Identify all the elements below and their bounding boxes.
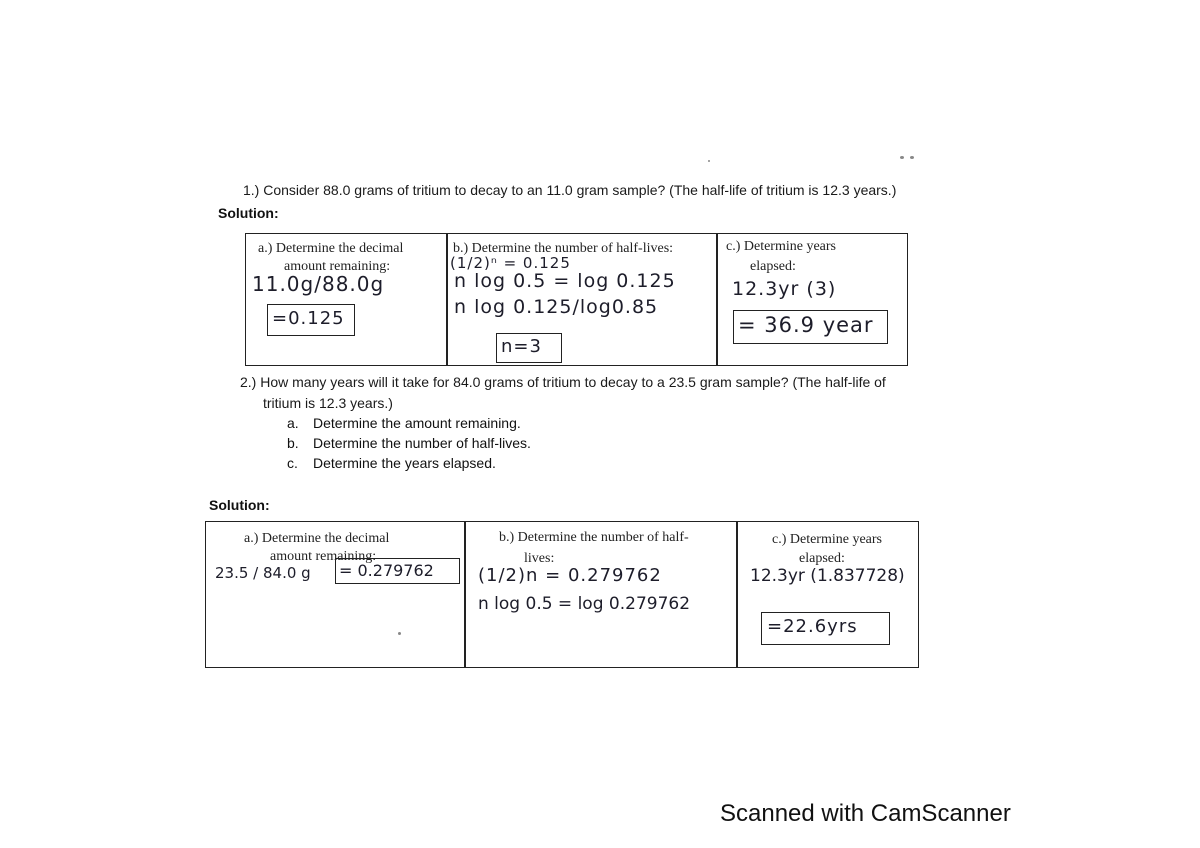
q1-table-divider: [716, 233, 718, 366]
q2-col-b-heading-2: lives:: [524, 551, 555, 566]
q2-item-letter: a.: [287, 415, 299, 431]
q2-item-letter: b.: [287, 435, 299, 451]
q2-item-b: [287, 435, 531, 451]
q2-col-b-heading: b.) Determine the number of half-: [499, 530, 689, 545]
q1-col-b-answer: n=3: [501, 336, 542, 357]
q2-table-divider: [464, 521, 466, 668]
q2-col-b-work-1: (1/2)n = 0.279762: [478, 565, 662, 586]
q1-col-c-heading-2: elapsed:: [750, 259, 796, 274]
q1-col-c-heading: c.) Determine years: [726, 239, 836, 254]
q1-col-b-work-1: (1/2)ⁿ = 0.125: [450, 254, 571, 272]
q2-item-text: Determine the amount remaining.: [313, 415, 521, 431]
question-2-text: 2.) How many years will it take for 84.0 grams of tritium to decay to a 23.5 gram sample? (The half-life of: [240, 374, 886, 390]
q1-col-a-heading: a.) Determine the decimal: [258, 241, 404, 256]
q2-col-c-heading-2: elapsed:: [799, 551, 845, 566]
q2-item-letter: c.: [287, 455, 298, 471]
q2-col-b-work-2: n log 0.5 = log 0.279762: [478, 594, 691, 614]
q1-col-a-work: 11.0g/88.0g: [252, 272, 385, 296]
scan-speck: [910, 156, 914, 159]
scan-speck: [708, 160, 710, 162]
q1-col-c-work: 12.3yr (3): [732, 278, 837, 300]
q2-table-divider: [736, 521, 738, 668]
q2-col-a-answer: = 0.279762: [339, 561, 434, 580]
q2-col-c-work: 12.3yr (1.837728): [750, 566, 905, 586]
q2-col-a-work: 23.5 / 84.0 g: [215, 564, 311, 582]
q2-col-c-answer: =22.6yrs: [767, 616, 858, 637]
question-1-text: 1.) Consider 88.0 grams of tritium to decay to an 11.0 gram sample? (The half-life of tritium is 12.3 years.): [243, 182, 897, 198]
q2-item-text: Determine the number of half-lives.: [313, 435, 531, 451]
q2-item-text: Determine the years elapsed.: [313, 455, 496, 471]
camscanner-watermark: Scanned with CamScanner: [720, 800, 1011, 827]
q2-item-c: [287, 455, 496, 471]
q2-col-a-heading-2: amount remaining:: [270, 549, 377, 564]
q1-col-b-heading: b.) Determine the number of half-lives:: [453, 241, 674, 256]
q1-col-c-answer: = 36.9 year: [738, 313, 874, 337]
question-2-text-2: tritium is 12.3 years.): [263, 395, 393, 411]
q2-item-a: [287, 415, 521, 431]
solution-label-1: Solution:: [218, 205, 279, 221]
q1-col-a-heading-2: amount remaining:: [284, 259, 391, 274]
scan-speck: [900, 156, 904, 159]
q1-table-divider: [446, 233, 448, 366]
q1-col-b-work-3: n log 0.125/log0.85: [454, 296, 659, 318]
q1-col-a-answer: =0.125: [272, 308, 345, 329]
q2-col-c-heading: c.) Determine years: [772, 532, 882, 547]
q1-col-b-work-2: n log 0.5 = log 0.125: [454, 270, 676, 292]
q2-col-a-heading: a.) Determine the decimal: [244, 531, 390, 546]
solution-label-2: Solution:: [209, 497, 270, 513]
